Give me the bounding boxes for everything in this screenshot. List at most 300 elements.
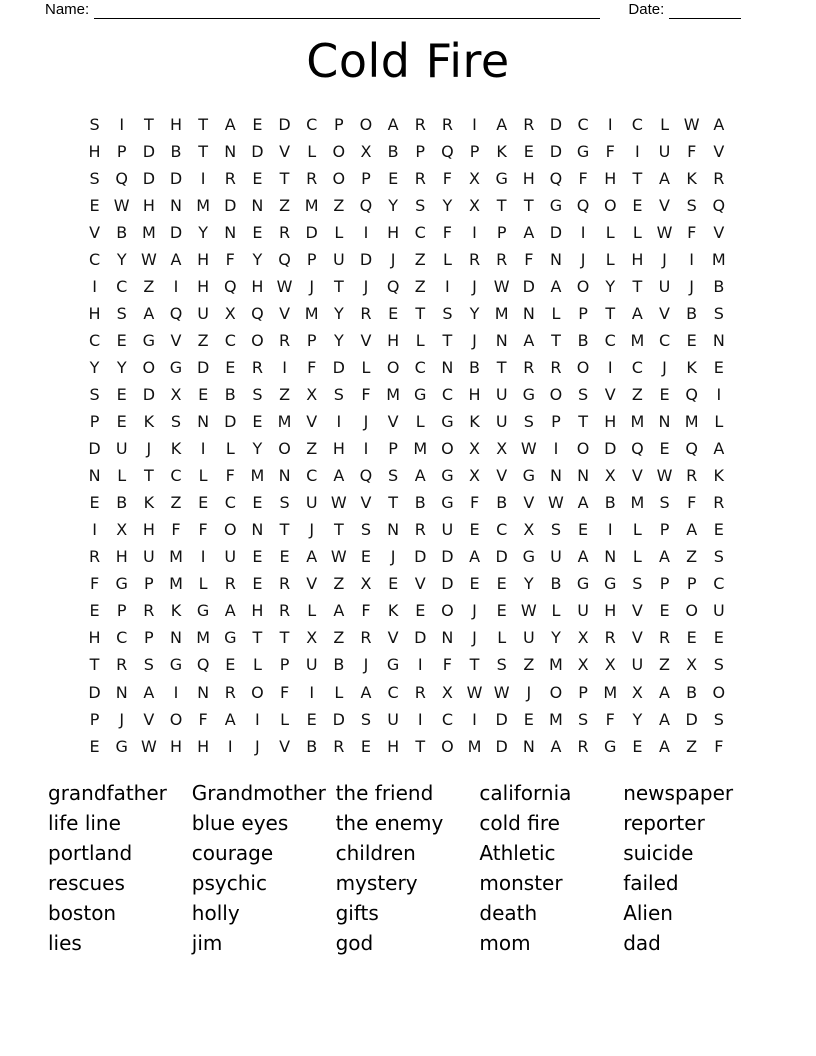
word-item: jim — [191, 930, 223, 955]
grid-cell-r17-c6: U — [224, 547, 237, 567]
grid-cell-r21-c24: S — [713, 655, 724, 675]
grid-cell-r18-c3: P — [144, 574, 154, 594]
grid-cell-r19-c15: J — [472, 601, 477, 621]
grid-cell-r22-c7: O — [251, 682, 264, 702]
grid-cell-r12-c24: L — [714, 412, 724, 432]
grid-cell-r16-c17: X — [523, 520, 535, 540]
grid-cell-r13-c4: K — [170, 439, 182, 459]
grid-cell-r9-c18: T — [551, 330, 561, 350]
word-list — [48, 779, 768, 958]
word-item: death — [479, 900, 538, 925]
grid-cell-r19-c8: R — [278, 601, 291, 621]
grid-cell-r11-c15: H — [468, 384, 481, 404]
grid-cell-r9-c23: E — [686, 330, 697, 350]
grid-cell-r5-c23: F — [687, 222, 697, 242]
grid-cell-r17-c4: M — [169, 547, 183, 567]
grid-cell-r22-c12: C — [387, 682, 399, 702]
grid-cell-r20-c3: P — [144, 628, 154, 648]
grid-cell-r16-c14: U — [441, 520, 454, 540]
grid-cell-r22-c23: B — [686, 682, 698, 702]
grid-cell-r17-c8: E — [279, 547, 290, 567]
grid-cell-r8-c11: R — [360, 303, 372, 323]
grid-cell-r18-c24: C — [713, 574, 725, 594]
grid-cell-r17-c16: D — [495, 547, 508, 567]
grid-cell-r6-c13: Z — [414, 249, 426, 269]
grid-cell-r13-c7: Y — [252, 439, 263, 459]
grid-cell-r21-c13: I — [417, 655, 423, 675]
grid-cell-r7-c18: A — [550, 276, 562, 296]
grid-cell-r22-c18: O — [549, 682, 563, 702]
grid-cell-r10-c7: R — [251, 357, 263, 377]
grid-cell-r10-c9: F — [307, 357, 317, 377]
grid-cell-r17-c12: J — [390, 547, 396, 567]
grid-cell-r11-c1: S — [89, 384, 100, 404]
grid-cell-r20-c1: H — [88, 628, 101, 648]
grid-cell-r11-c13: G — [414, 384, 427, 404]
grid-cell-r8-c5: U — [197, 303, 209, 323]
grid-cell-r11-c22: E — [659, 384, 670, 404]
grid-cell-r14-c18: N — [549, 466, 562, 486]
grid-cell-r8-c7: Q — [251, 303, 264, 323]
grid-cell-r4-c10: Z — [333, 195, 345, 215]
grid-cell-r2-c11: X — [360, 141, 372, 161]
grid-cell-r21-c18: M — [549, 655, 563, 675]
grid-cell-r4-c20: O — [603, 195, 617, 215]
grid-cell-r10-c17: R — [523, 357, 535, 377]
grid-cell-r18-c13: V — [414, 574, 426, 594]
grid-cell-r23-c8: L — [280, 709, 290, 729]
word-item: the enemy — [335, 810, 444, 835]
grid-cell-r7-c22: U — [658, 276, 671, 296]
grid-cell-r11-c5: E — [198, 384, 209, 404]
grid-cell-r24-c24: F — [714, 736, 724, 756]
grid-cell-r22-c16: W — [493, 682, 510, 702]
grid-cell-r19-c12: K — [387, 601, 399, 621]
grid-cell-r2-c17: E — [523, 141, 534, 161]
grid-cell-r17-c11: E — [360, 547, 372, 567]
grid-cell-r9-c8: R — [278, 330, 291, 350]
grid-cell-r17-c24: S — [713, 547, 724, 567]
grid-cell-r8-c8: V — [279, 303, 291, 323]
grid-cell-r8-c9: M — [304, 303, 319, 323]
grid-cell-r3-c22: A — [659, 168, 670, 188]
grid-cell-r1-c9: C — [306, 114, 318, 134]
grid-cell-r13-c24: A — [713, 439, 725, 459]
grid-cell-r21-c15: T — [469, 655, 480, 675]
grid-cell-r3-c11: P — [361, 168, 371, 188]
word-column-1 — [48, 779, 192, 958]
grid-cell-r13-c19: O — [576, 439, 590, 459]
grid-cell-r12-c15: K — [469, 412, 480, 432]
grid-cell-r22-c2: N — [115, 682, 128, 702]
grid-cell-r20-c9: X — [306, 628, 318, 648]
grid-cell-r17-c21: L — [632, 547, 642, 567]
grid-cell-r22-c13: R — [414, 682, 426, 702]
word-item: grandfather — [48, 781, 167, 805]
grid-cell-r1-c2: I — [119, 114, 125, 134]
grid-cell-r3-c10: O — [332, 168, 346, 188]
name-blank-line — [94, 3, 600, 19]
grid-cell-r1-c18: D — [549, 114, 563, 134]
grid-cell-r1-c4: H — [169, 114, 182, 134]
grid-cell-r5-c15: I — [472, 222, 477, 242]
word-item: children — [335, 840, 416, 865]
grid-cell-r18-c4: M — [169, 574, 183, 594]
grid-cell-r11-c23: Q — [685, 384, 698, 404]
grid-cell-r15-c17: V — [523, 493, 535, 513]
grid-cell-r10-c1: Y — [89, 357, 100, 377]
grid-cell-r23-c19: S — [578, 709, 589, 729]
grid-cell-r14-c21: V — [631, 466, 643, 486]
grid-cell-r3-c12: E — [388, 168, 399, 188]
header — [45, 1, 741, 19]
grid-cell-r19-c14: O — [441, 601, 454, 621]
grid-cell-r1-c15: I — [472, 114, 477, 134]
grid-cell-r4-c17: T — [523, 195, 534, 215]
grid-cell-r4-c18: G — [549, 195, 563, 215]
grid-cell-r9-c2: E — [116, 330, 127, 350]
grid-cell-r7-c14: I — [445, 276, 450, 296]
grid-cell-r16-c9: J — [309, 520, 315, 540]
grid-cell-r23-c15: I — [472, 709, 477, 729]
grid-cell-r1-c6: A — [224, 114, 236, 134]
grid-cell-r20-c4: N — [170, 628, 182, 648]
grid-cell-r18-c22: P — [659, 574, 670, 594]
grid-cell-r24-c9: B — [306, 736, 318, 756]
word-item: newspaper — [623, 781, 734, 805]
grid-cell-r12-c23: M — [684, 412, 699, 432]
grid-cell-r9-c14: T — [442, 330, 453, 350]
grid-cell-r12-c17: S — [523, 412, 534, 432]
grid-cell-r17-c23: Z — [686, 547, 698, 567]
grid-cell-r24-c8: V — [279, 736, 291, 756]
word-item: mom — [479, 930, 531, 955]
grid-cell-r20-c22: R — [658, 628, 671, 648]
grid-cell-r24-c23: Z — [686, 736, 698, 756]
grid-cell-r24-c7: J — [255, 736, 260, 756]
grid-cell-r24-c6: I — [227, 736, 233, 756]
grid-cell-r6-c17: F — [524, 249, 534, 269]
grid-cell-r4-c3: H — [142, 195, 155, 215]
grid-cell-r24-c13: T — [415, 736, 426, 756]
grid-cell-r13-c23: Q — [685, 439, 698, 459]
grid-cell-r21-c6: E — [225, 655, 236, 675]
grid-cell-r16-c11: S — [360, 520, 372, 540]
grid-cell-r14-c1: N — [88, 466, 101, 486]
grid-cell-r4-c16: T — [496, 195, 507, 215]
grid-cell-r13-c15: X — [469, 439, 481, 459]
grid-cell-r24-c14: O — [441, 736, 454, 756]
grid-cell-r11-c3: D — [142, 384, 156, 404]
grid-cell-r23-c1: P — [89, 709, 100, 729]
grid-cell-r6-c7: Y — [252, 249, 263, 269]
grid-cell-r20-c12: V — [387, 628, 399, 648]
grid-cell-r3-c18: Q — [549, 168, 563, 188]
grid-cell-r12-c7: E — [252, 412, 263, 432]
grid-cell-r22-c6: R — [224, 682, 236, 702]
grid-cell-r11-c19: S — [578, 384, 589, 404]
grid-cell-r24-c12: H — [387, 736, 400, 756]
grid-cell-r7-c9: J — [309, 276, 315, 296]
grid-cell-r11-c6: B — [224, 384, 236, 404]
grid-cell-r1-c10: P — [334, 114, 344, 134]
grid-cell-r6-c8: Q — [278, 249, 291, 269]
grid-cell-r23-c6: A — [224, 709, 236, 729]
word-item: reporter — [623, 810, 705, 835]
grid-cell-r6-c5: H — [197, 249, 210, 269]
grid-cell-r3-c19: F — [578, 168, 588, 188]
grid-cell-r2-c12: B — [387, 141, 399, 161]
grid-cell-r9-c11: V — [360, 330, 372, 350]
name-label: Name: — [45, 1, 90, 18]
grid-cell-r14-c3: T — [143, 466, 154, 486]
grid-cell-r1-c7: E — [252, 114, 263, 134]
grid-cell-r6-c2: Y — [116, 249, 127, 269]
grid-cell-r7-c21: T — [632, 276, 643, 296]
grid-cell-r19-c7: H — [251, 601, 264, 621]
grid-cell-r21-c22: Z — [659, 655, 670, 675]
grid-cell-r7-c5: H — [197, 276, 210, 296]
grid-cell-r21-c20: X — [604, 655, 616, 675]
grid-cell-r7-c6: Q — [223, 276, 237, 296]
grid-cell-r1-c11: O — [359, 114, 373, 134]
grid-cell-r9-c13: L — [415, 330, 425, 350]
grid-cell-r24-c5: H — [197, 736, 210, 756]
grid-cell-r14-c22: W — [656, 466, 673, 486]
grid-cell-r15-c19: A — [577, 493, 589, 513]
grid-cell-r16-c20: I — [607, 520, 613, 540]
grid-cell-r22-c4: I — [173, 682, 179, 702]
grid-cell-r5-c20: L — [605, 222, 615, 242]
grid-cell-r4-c9: M — [304, 195, 319, 215]
grid-cell-r14-c20: X — [604, 466, 616, 486]
grid-cell-r13-c9: Z — [306, 439, 318, 459]
puzzle-title: Cold Fire — [306, 34, 510, 88]
grid-cell-r3-c1: S — [89, 168, 100, 188]
grid-cell-r16-c10: T — [333, 520, 344, 540]
grid-cell-r2-c2: P — [116, 141, 127, 161]
grid-cell-r5-c5: Y — [198, 222, 209, 242]
grid-cell-r8-c17: N — [522, 303, 535, 323]
grid-cell-r4-c7: N — [251, 195, 264, 215]
grid-cell-r17-c17: G — [522, 547, 536, 567]
grid-cell-r23-c13: I — [417, 709, 423, 729]
grid-cell-r22-c9: I — [309, 682, 315, 702]
grid-cell-r8-c3: A — [143, 303, 155, 323]
grid-cell-r5-c1: V — [89, 222, 101, 242]
grid-cell-r23-c22: A — [659, 709, 670, 729]
grid-cell-r16-c2: X — [116, 520, 128, 540]
grid-cell-r13-c8: O — [278, 439, 291, 459]
grid-cell-r15-c4: Z — [170, 493, 182, 513]
grid-cell-r9-c10: Y — [333, 330, 344, 350]
grid-cell-r11-c2: E — [116, 384, 127, 404]
grid-cell-r7-c11: J — [363, 276, 369, 296]
grid-cell-r2-c10: O — [332, 141, 346, 161]
word-item: god — [335, 930, 374, 955]
grid-cell-r11-c8: Z — [279, 384, 291, 404]
grid-cell-r18-c19: G — [576, 574, 590, 594]
grid-cell-r3-c14: F — [442, 168, 452, 188]
grid-cell-r18-c11: X — [360, 574, 372, 594]
grid-cell-r11-c24: I — [716, 384, 722, 404]
word-item: Alien — [623, 900, 673, 925]
grid-cell-r21-c9: U — [305, 655, 318, 675]
grid-cell-r10-c15: B — [469, 357, 481, 377]
grid-cell-r11-c9: X — [306, 384, 318, 404]
grid-cell-r6-c6: F — [225, 249, 235, 269]
word-item: blue eyes — [191, 810, 289, 835]
grid-cell-r13-c12: P — [388, 439, 398, 459]
grid-cell-r23-c11: S — [360, 709, 372, 729]
grid-cell-r12-c16: U — [495, 412, 508, 432]
grid-cell-r2-c13: P — [415, 141, 426, 161]
grid-cell-r4-c5: M — [196, 195, 211, 215]
grid-cell-r3-c8: T — [279, 168, 290, 188]
grid-cell-r4-c22: V — [659, 195, 670, 215]
grid-cell-r18-c1: F — [89, 574, 100, 594]
grid-cell-r16-c23: A — [686, 520, 698, 540]
date-blank-line — [669, 3, 741, 19]
grid-cell-r4-c11: Q — [359, 195, 373, 215]
grid-cell-r4-c23: S — [686, 195, 697, 215]
grid-cell-r13-c22: E — [659, 439, 670, 459]
grid-cell-r1-c13: R — [414, 114, 426, 134]
word-item: Grandmother — [191, 781, 326, 805]
grid-cell-r3-c5: I — [200, 168, 206, 188]
grid-cell-r6-c20: L — [605, 249, 615, 269]
grid-cell-r24-c4: H — [169, 736, 182, 756]
grid-cell-r16-c4: F — [171, 520, 181, 540]
grid-cell-r15-c18: W — [548, 493, 564, 513]
grid-cell-r6-c4: A — [170, 249, 182, 269]
word-column-3 — [336, 779, 480, 958]
grid-cell-r22-c8: F — [279, 682, 290, 702]
grid-cell-r8-c1: H — [88, 303, 101, 323]
grid-cell-r20-c8: T — [279, 628, 290, 648]
grid-cell-r9-c15: J — [472, 330, 477, 350]
grid-cell-r15-c14: G — [441, 493, 454, 513]
grid-cell-r2-c7: D — [251, 141, 264, 161]
grid-cell-r21-c17: Z — [523, 655, 535, 675]
grid-cell-r15-c9: U — [305, 493, 318, 513]
grid-cell-r21-c3: S — [143, 655, 154, 675]
grid-cell-r23-c17: E — [523, 709, 534, 729]
grid-cell-r8-c18: L — [551, 303, 561, 323]
grid-cell-r18-c21: S — [632, 574, 643, 594]
word-item: life line — [48, 810, 121, 835]
grid-cell-r9-c12: H — [387, 330, 400, 350]
grid-cell-r13-c5: I — [200, 439, 206, 459]
word-item: cold fire — [479, 810, 560, 835]
grid-cell-r13-c17: W — [520, 439, 537, 459]
grid-cell-r18-c2: G — [115, 574, 128, 594]
grid-cell-r13-c20: D — [604, 439, 617, 459]
grid-cell-r15-c13: B — [414, 493, 426, 513]
grid-cell-r8-c12: E — [388, 303, 399, 323]
grid-cell-r10-c8: I — [282, 357, 287, 377]
grid-cell-r16-c6: O — [223, 520, 237, 540]
grid-cell-r19-c9: L — [307, 601, 317, 621]
grid-cell-r15-c2: B — [116, 493, 128, 513]
grid-cell-r4-c4: N — [170, 195, 182, 215]
grid-cell-r5-c18: D — [549, 222, 563, 242]
grid-cell-r3-c7: E — [252, 168, 263, 188]
grid-cell-r6-c14: L — [442, 249, 452, 269]
grid-cell-r4-c19: Q — [576, 195, 590, 215]
grid-cell-r5-c11: I — [363, 222, 369, 242]
grid-cell-r13-c3: J — [146, 439, 152, 459]
grid-cell-r15-c1: E — [89, 493, 100, 513]
grid-cell-r5-c14: F — [442, 222, 452, 242]
grid-cell-r1-c24: A — [713, 114, 725, 134]
grid-cell-r11-c17: G — [522, 384, 536, 404]
grid-cell-r5-c21: L — [632, 222, 642, 242]
grid-cell-r10-c16: T — [496, 357, 507, 377]
grid-cell-r12-c10: I — [336, 412, 342, 432]
grid-cell-r9-c20: C — [604, 330, 616, 350]
grid-cell-r7-c17: D — [522, 276, 535, 296]
grid-cell-r1-c16: A — [496, 114, 508, 134]
grid-cell-r2-c19: G — [576, 141, 590, 161]
grid-cell-r19-c17: W — [520, 601, 537, 621]
grid-cell-r1-c1: S — [89, 114, 100, 134]
grid-cell-r19-c21: V — [631, 601, 643, 621]
grid-cell-r13-c18: I — [553, 439, 559, 459]
grid-cell-r15-c23: F — [687, 493, 697, 513]
grid-cell-r9-c1: C — [88, 330, 101, 350]
grid-cell-r5-c17: A — [523, 222, 535, 242]
grid-cell-r16-c1: I — [92, 520, 97, 540]
grid-cell-r11-c18: O — [549, 384, 563, 404]
grid-cell-r22-c1: D — [88, 682, 101, 702]
grid-cell-r22-c20: M — [603, 682, 618, 702]
grid-cell-r14-c2: L — [117, 466, 127, 486]
grid-cell-r10-c14: N — [441, 357, 454, 377]
grid-cell-r11-c16: U — [495, 384, 508, 404]
grid-cell-r19-c24: U — [712, 601, 725, 621]
grid-cell-r8-c10: Y — [333, 303, 344, 323]
grid-cell-r12-c5: N — [197, 412, 210, 432]
grid-cell-r21-c23: X — [686, 655, 698, 675]
grid-cell-r16-c18: S — [550, 520, 562, 540]
grid-cell-r5-c8: R — [278, 222, 291, 242]
grid-cell-r16-c5: F — [198, 520, 208, 540]
grid-cell-r15-c15: F — [469, 493, 480, 513]
grid-cell-r18-c15: E — [469, 574, 480, 594]
grid-cell-r13-c14: O — [441, 439, 454, 459]
grid-cell-r6-c21: H — [631, 249, 644, 269]
grid-cell-r3-c13: R — [414, 168, 426, 188]
grid-cell-r9-c21: M — [630, 330, 645, 350]
grid-cell-r10-c12: O — [386, 357, 400, 377]
grid-cell-r24-c16: D — [495, 736, 508, 756]
grid-cell-r15-c21: M — [630, 493, 645, 513]
word-item: monster — [479, 870, 563, 895]
grid-cell-r7-c4: I — [173, 276, 179, 296]
grid-cell-r18-c14: D — [441, 574, 454, 594]
grid-cell-r10-c21: C — [631, 357, 643, 377]
grid-cell-r20-c6: G — [224, 628, 237, 648]
grid-cell-r17-c13: D — [414, 547, 427, 567]
date-label: Date: — [628, 1, 665, 18]
grid-cell-r9-c22: C — [658, 330, 671, 350]
grid-cell-r12-c2: E — [116, 412, 127, 432]
grid-cell-r3-c6: R — [224, 168, 236, 188]
grid-cell-r11-c20: V — [604, 384, 616, 404]
grid-cell-r9-c9: P — [306, 330, 317, 350]
grid-cell-r5-c24: V — [713, 222, 725, 242]
